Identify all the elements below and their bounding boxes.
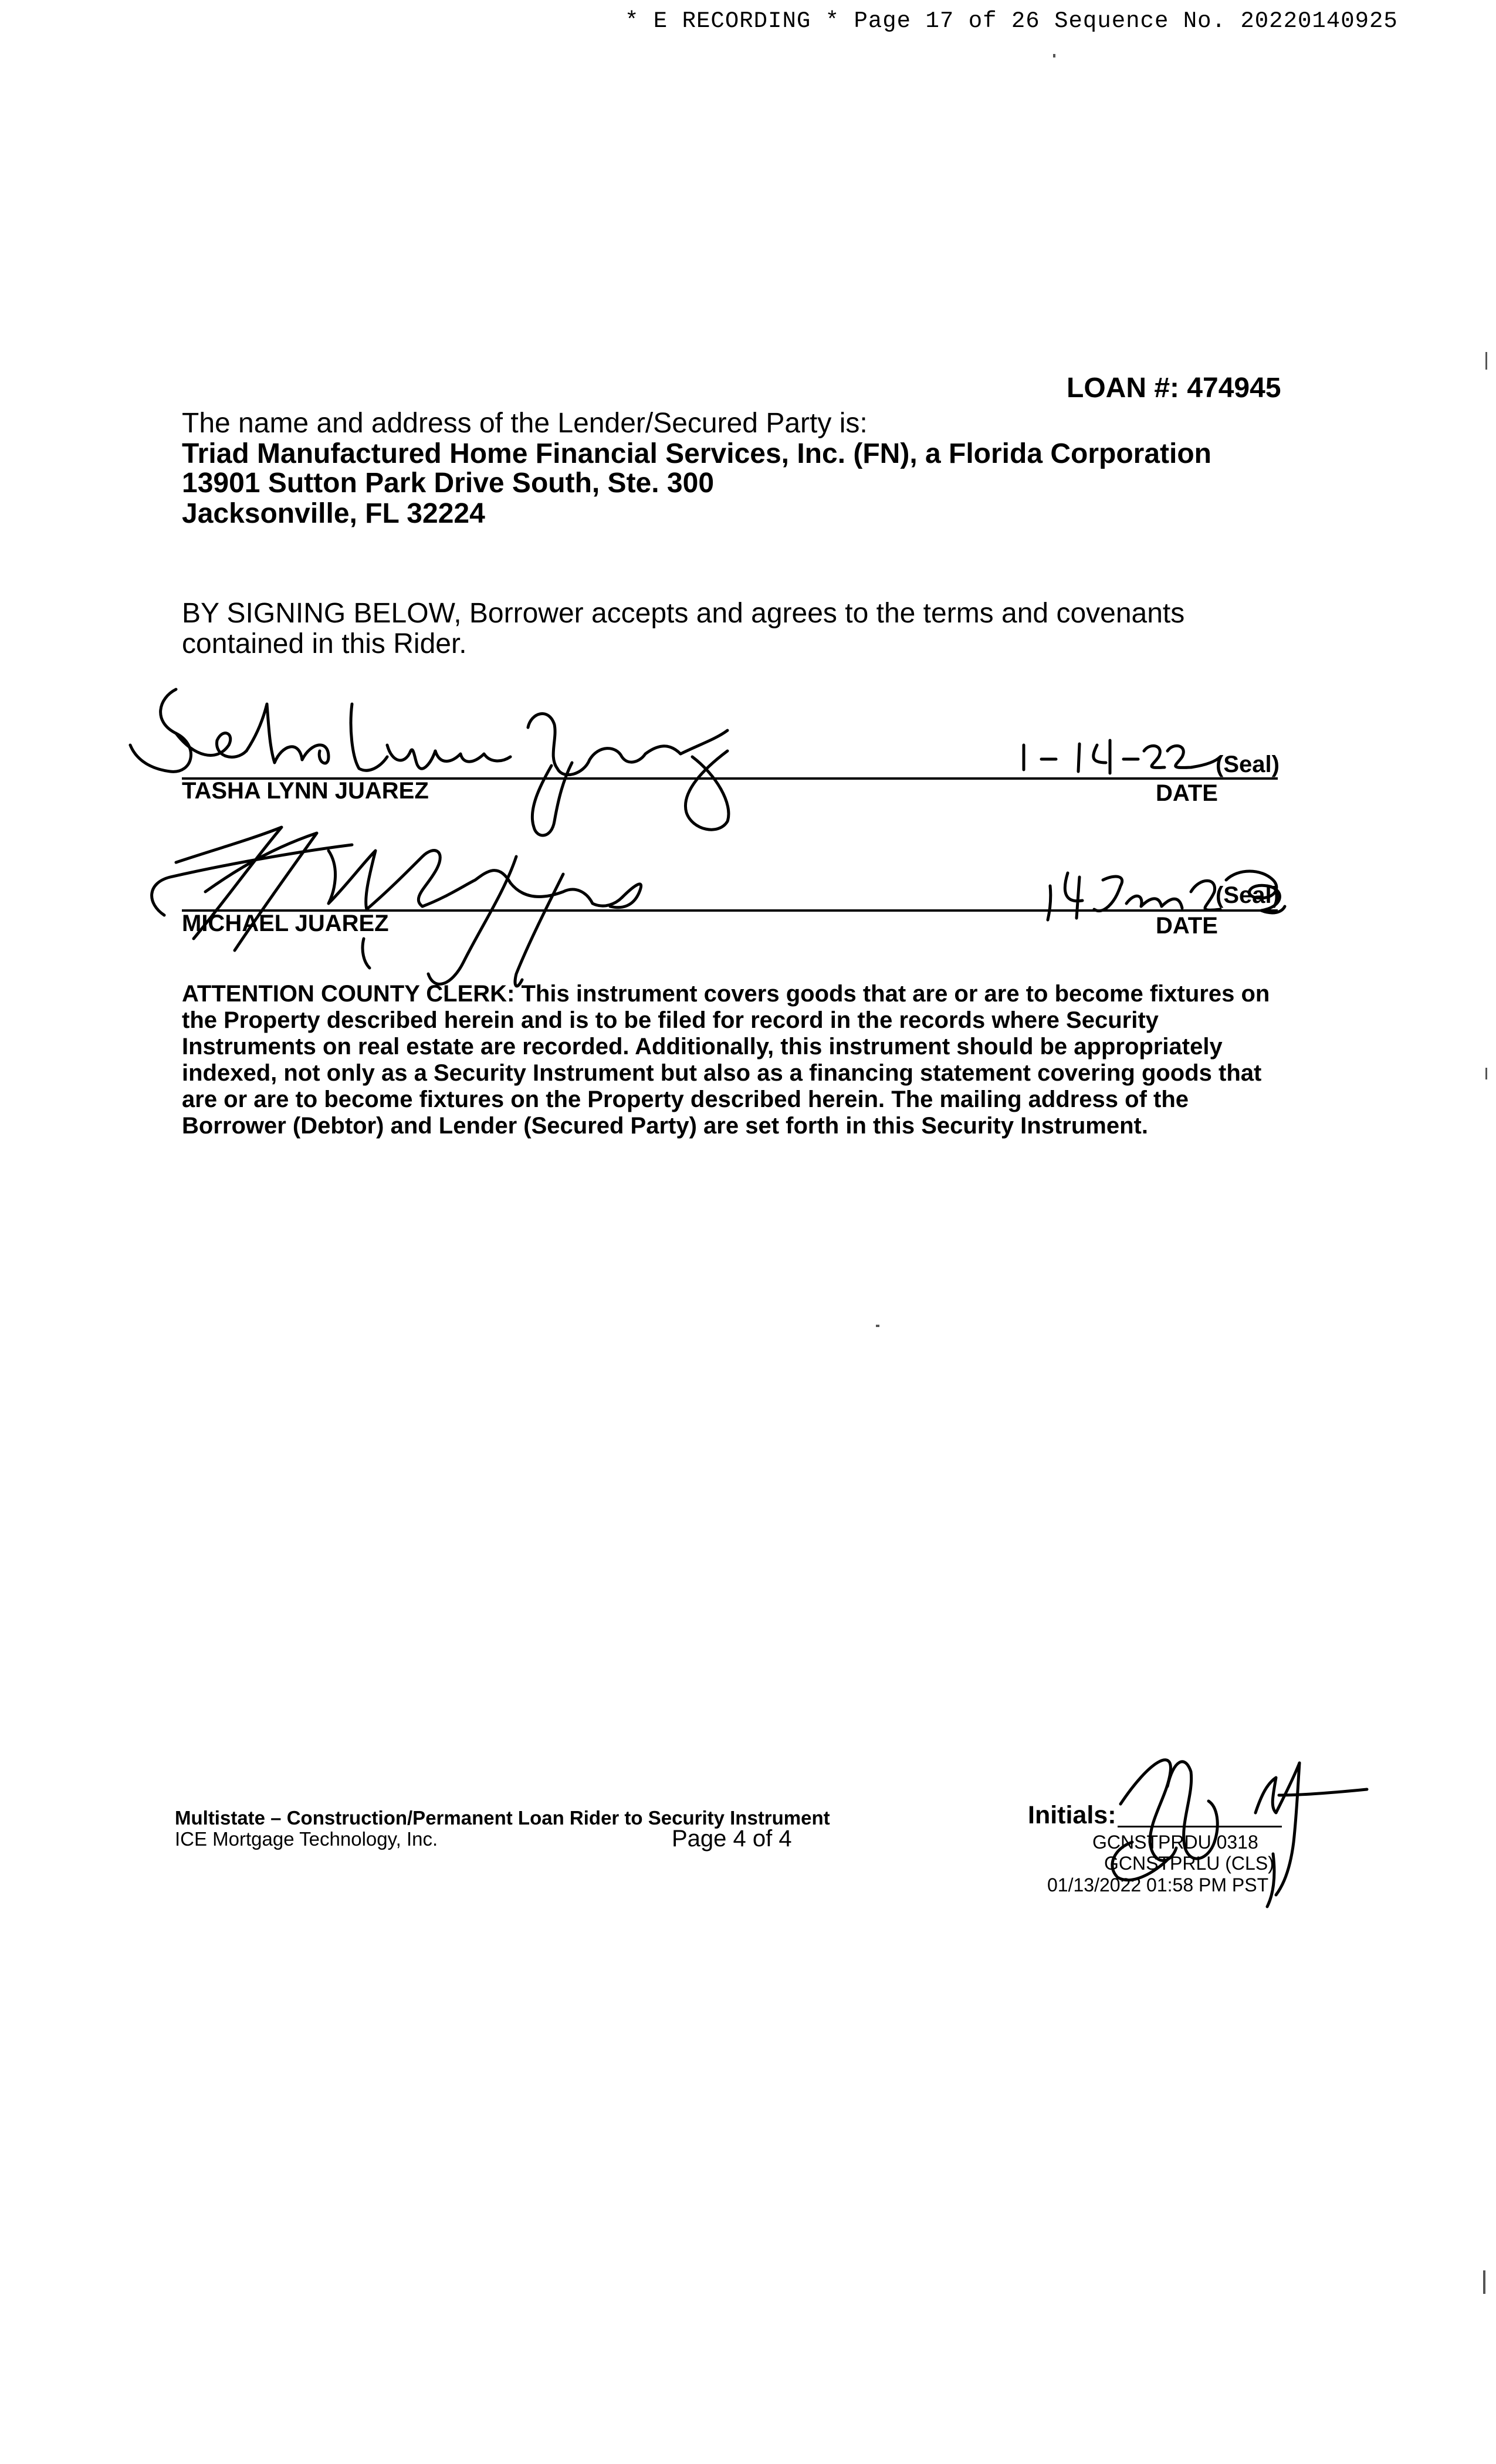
footer-page-number: Page 4 of 4 (672, 1826, 792, 1852)
seal-label: (Seal) (1216, 752, 1280, 777)
form-code: GCNSTPRDU 0318 (1092, 1832, 1258, 1853)
signer-name: MICHAEL JUAREZ (182, 911, 389, 936)
form-timestamp: 01/13/2022 01:58 PM PST (1047, 1874, 1269, 1896)
attention-county-clerk-notice: ATTENTION COUNTY CLERK: This instrument covers goods that are or are to become fixtures on the Property described herein and is to be filed for record in the records where Security Instruments on real estate are recorded. Additionally, this instrument should be appropriately indexed, not only as a Security Instrument but also as a financing statement covering goods that are or are to become fixtures on the Property described herein. The mailing address of the Borrower (Debtor) and Lender (Secured Party) are set forth in this Security Instrument. (182, 981, 1270, 1139)
scan-edge-mark (1483, 2270, 1485, 2294)
signature-tasha (130, 689, 729, 835)
lender-address-line2: Jacksonville, FL 32224 (182, 498, 485, 529)
scan-edge-mark (1485, 1068, 1487, 1079)
date-label: DATE (1156, 780, 1218, 806)
loan-number: LOAN #: 474945 (1067, 373, 1281, 404)
initials-label: Initials: (1028, 1801, 1116, 1829)
recording-header: * E RECORDING * Page 17 of 26 Sequence No. 20220140925 (625, 8, 1398, 34)
handwritten-date-1 (1024, 740, 1220, 773)
scan-speck (1053, 54, 1055, 57)
lender-name: Triad Manufactured Home Financial Services, Inc. (FN), a Florida Corporation (182, 438, 1211, 469)
signature-michael (152, 827, 641, 986)
footer-company: ICE Mortgage Technology, Inc. (175, 1828, 438, 1850)
footer-form-title: Multistate – Construction/Permanent Loan Rider to Security Instrument (175, 1807, 830, 1829)
signing-statement: BY SIGNING BELOW, Borrower accepts and agrees to the terms and covenants contained in this Rider. (182, 598, 1185, 659)
signer-name: TASHA LYNN JUAREZ (182, 778, 429, 804)
date-label: DATE (1156, 913, 1218, 939)
initials-line (1118, 1826, 1282, 1827)
scan-speck (876, 1325, 879, 1327)
lender-intro: The name and address of the Lender/Secured Party is: (182, 408, 868, 439)
scan-edge-mark (1485, 352, 1487, 370)
form-code: GCNSTPRLU (CLS) (1104, 1853, 1274, 1874)
seal-label: (Seal) (1216, 882, 1280, 908)
lender-address-line1: 13901 Sutton Park Drive South, Ste. 300 (182, 468, 715, 499)
